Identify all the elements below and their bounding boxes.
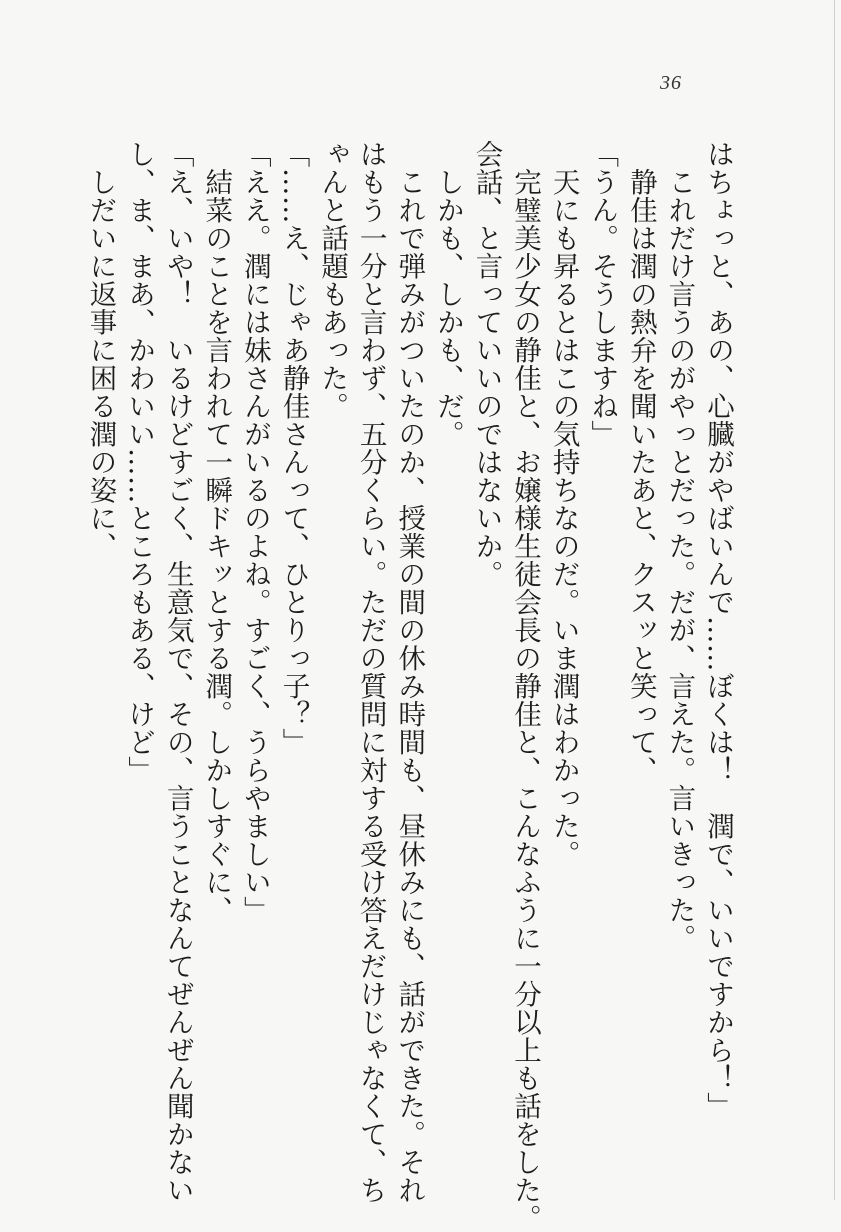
- text-line: 結菜のことを言われて一瞬ドキッとする潤。しかしすぐに、: [200, 140, 233, 924]
- text-line: し、ま、まあ、かわいい……ところもある、けど」: [123, 140, 156, 784]
- page-edge-line: [834, 0, 835, 1200]
- text-line: これで弾みがついたのか、授業の間の休み時間も、昼休みにも、話ができた。それ: [393, 140, 426, 1204]
- text-line: はもう一分と言わず、五分くらい。ただの質問に対する受け答えだけじゃなくて、ち: [354, 140, 387, 1204]
- text-line: はちょっと、あの、心臓がやばいんで……ぼくは！ 潤で、いいですから！」: [702, 140, 734, 1120]
- text-line: しだいに返事に困る潤の姿に、: [84, 140, 117, 560]
- vertical-text-body: [84, 140, 737, 1232]
- page-number: 36: [660, 72, 682, 94]
- text-line: しかも、しかも、だ。: [431, 140, 464, 448]
- text-line: これだけ言うのがやっとだった。だが、言えた。言いきった。: [663, 140, 696, 952]
- text-line: 「……え、じゃあ静佳さんって、ひとりっ子？」: [277, 140, 310, 756]
- text-line: 会話、と言っていいのではないか。: [470, 140, 503, 588]
- text-line: 「うん。そうしますね」: [586, 140, 619, 448]
- text-line: 静佳は潤の熱弁を聞いたあと、クスッと笑って、: [624, 140, 657, 784]
- text-line: 「ええ。潤には妹さんがいるのよね。すごく、うらやましい」: [238, 140, 271, 924]
- text-line: 完璧美少女の静佳と、お嬢様生徒会長の静佳と、こんなふうに一分以上も話をした。: [509, 140, 542, 1232]
- text-line: 「え、いや！ いるけどすごく、生意気で、その、言うことなんてぜんぜん聞かない: [161, 140, 194, 1204]
- text-line: ゃんと話題もあった。: [316, 140, 349, 420]
- text-line: 天にも昇るとはこの気持ちなのだ。いま潤はわかった。: [547, 140, 580, 868]
